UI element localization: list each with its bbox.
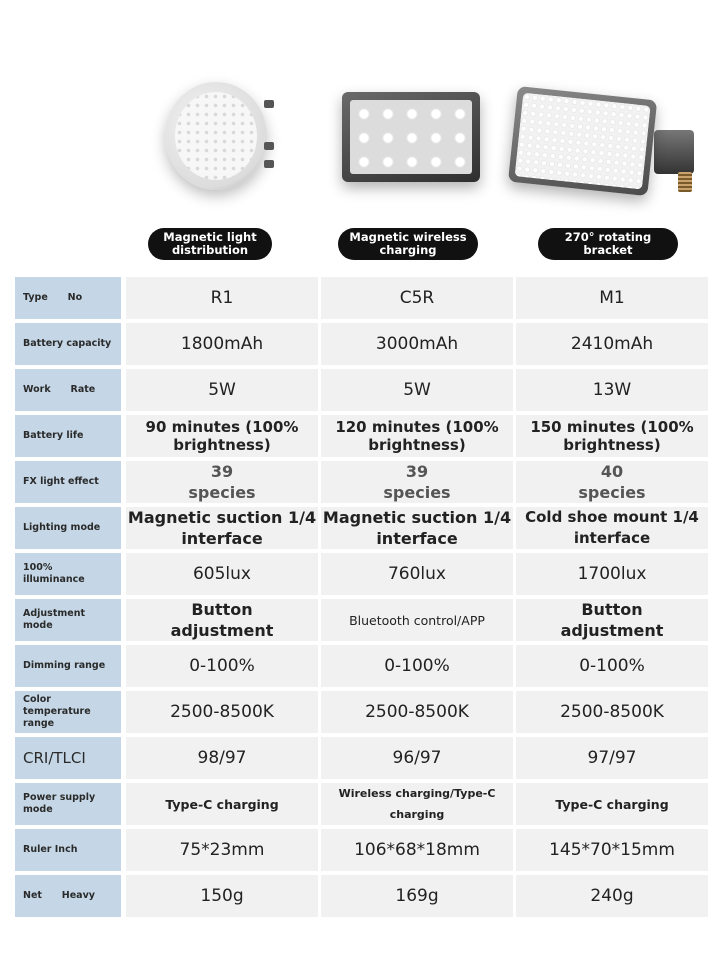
row-header: Type No <box>15 277 121 319</box>
product-hero <box>0 0 720 270</box>
table-row-color-temperature <box>15 691 705 733</box>
cell-c5r: 106*68*18mm <box>321 829 513 871</box>
cell-m1: Cold shoe mount 1/4 interface <box>516 507 708 549</box>
c5r-light-image <box>342 92 482 184</box>
cell-c5r: Wireless charging/Type-C charging <box>321 783 513 825</box>
row-header: CRI/TLCI <box>15 737 121 779</box>
cell-r1: Type-C charging <box>126 783 318 825</box>
row-header: Color temperature range <box>15 691 121 733</box>
row-header: Ruler Inch <box>15 829 121 871</box>
table-row-lighting-mode <box>15 507 705 549</box>
cell-m1: 240g <box>516 875 708 917</box>
row-header: Battery life <box>15 415 121 457</box>
cell-r1: 98/97 <box>126 737 318 779</box>
cell-m1: 2500-8500K <box>516 691 708 733</box>
row-header: Net Heavy <box>15 875 121 917</box>
cell-m1: Type-C charging <box>516 783 708 825</box>
cell-r1: Button adjustment <box>126 599 318 641</box>
cell-c5r: 3000mAh <box>321 323 513 365</box>
cell-m1: 150 minutes (100% brightness) <box>516 415 708 457</box>
table-row-cri-tlci <box>15 737 705 779</box>
cell-c5r: 39 species <box>321 461 513 503</box>
r1-light-image <box>165 82 270 194</box>
row-header: Adjustment mode <box>15 599 121 641</box>
table-row-dimming-range <box>15 645 705 687</box>
cell-c5r: 760lux <box>321 553 513 595</box>
table-row-battery-capacity <box>15 323 705 365</box>
feature-pill-rotating-bracket: 270° rotating bracket <box>538 228 678 260</box>
table-row-fx-light-effect <box>15 461 705 503</box>
feature-pill-magnetic-light: Magnetic light distribution <box>148 228 272 260</box>
cell-r1: 75*23mm <box>126 829 318 871</box>
cell-c5r: 0-100% <box>321 645 513 687</box>
cell-m1: 0-100% <box>516 645 708 687</box>
cell-m1: 13W <box>516 369 708 411</box>
cell-r1: 39 species <box>126 461 318 503</box>
table-row-net-weight <box>15 875 705 917</box>
table-row-adjustment-mode <box>15 599 705 641</box>
row-header: Work Rate <box>15 369 121 411</box>
m1-light-image <box>518 86 698 196</box>
table-row-type <box>15 277 705 319</box>
cell-r1: 150g <box>126 875 318 917</box>
cell-r1: 90 minutes (100% brightness) <box>126 415 318 457</box>
table-row-ruler <box>15 829 705 871</box>
table-row-work-rate <box>15 369 705 411</box>
row-header: Dimming range <box>15 645 121 687</box>
cell-m1: M1 <box>516 277 708 319</box>
table-row-battery-life <box>15 415 705 457</box>
cell-m1: Button adjustment <box>516 599 708 641</box>
cell-c5r: Magnetic suction 1/4 interface <box>322 508 512 548</box>
cell-c5r: C5R <box>321 277 513 319</box>
cell-m1: 2410mAh <box>516 323 708 365</box>
feature-pill-wireless-charging: Magnetic wireless charging <box>338 228 478 260</box>
cell-r1: Magnetic suction 1/4 interface <box>127 508 317 548</box>
cell-r1: 5W <box>126 369 318 411</box>
cell-m1: 145*70*15mm <box>516 829 708 871</box>
table-row-illuminance <box>15 553 705 595</box>
cell-r1: 1800mAh <box>126 323 318 365</box>
cell-m1: 97/97 <box>516 737 708 779</box>
cell-c5r: 96/97 <box>321 737 513 779</box>
cell-r1: 605lux <box>126 553 318 595</box>
row-header: Lighting mode <box>15 507 121 549</box>
cell-c5r: 169g <box>321 875 513 917</box>
cell-m1: 40 species <box>516 461 708 503</box>
cell-c5r: 2500-8500K <box>321 691 513 733</box>
cell-c5r: 120 minutes (100% brightness) <box>321 415 513 457</box>
row-header: 100% illuminance <box>15 553 121 595</box>
row-header: Battery capacity <box>15 323 121 365</box>
cell-r1: 2500-8500K <box>126 691 318 733</box>
cell-r1: R1 <box>126 277 318 319</box>
cell-r1: 0-100% <box>126 645 318 687</box>
cell-c5r: 5W <box>321 369 513 411</box>
table-row-power-supply <box>15 783 705 825</box>
cell-c5r: Bluetooth control/APP <box>321 599 513 641</box>
row-header: FX light effect <box>15 461 121 503</box>
cell-m1: 1700lux <box>516 553 708 595</box>
row-header: Power supply mode <box>15 783 121 825</box>
